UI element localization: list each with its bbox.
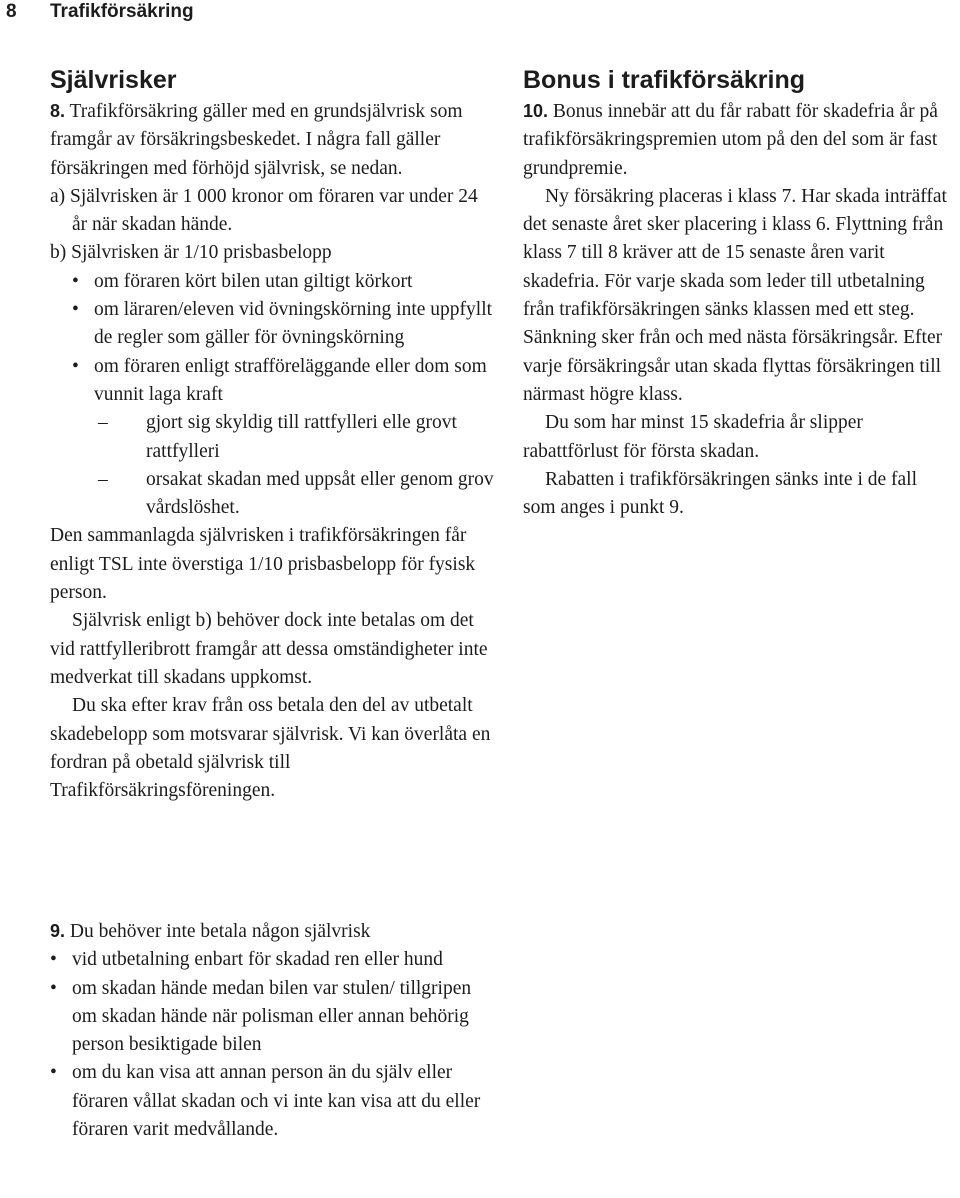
clause-number-8: 8. <box>50 101 66 121</box>
bullet-item: • om föraren enligt strafföreläggande eller dom som vunnit laga kraft <box>94 353 495 410</box>
paragraph-bonus-classes: Ny försäkring placeras i klass 7. Har skada inträffat det senaste året sker placering i klass 6. Flyttning från klass 7 till 8 kräver att de 15 senaste åren varit skadefria. För varje skada som leder till utbetalning från trafikförsäkringen sänks klassen med ett steg. Sänkning sker från och med nästa försäkringsår. Efter varje försäkringsår utan skada flyttas försäkringen till närmast högre klass. <box>523 185 947 405</box>
bottom-left-column <box>50 917 495 1144</box>
dash-item: – orsakat skadan med uppsåt eller genom grov vårdslöshet. <box>146 466 495 523</box>
section-heading-sjalvrisker: Självrisker <box>50 66 177 94</box>
page-header <box>0 0 960 36</box>
section-heading-bonus: Bonus i trafikförsäkring <box>523 66 805 94</box>
left-column <box>50 63 495 805</box>
page-number: 8 <box>6 1 17 22</box>
item-a: a) Självrisken är 1 000 kronor om föraren var under 24 år när skadan hände. <box>50 185 478 236</box>
paragraph-10-text: Bonus innebär att du får rabatt för skadefria år på trafikförsäkringspremien utom på den del som är fast grundpremie. <box>523 101 938 179</box>
dash-list <box>50 409 495 522</box>
bullet-item: • vid utbetalning enbart för skadad ren eller hund <box>72 946 495 974</box>
paragraph-max-deductible: Den sammanlagda självrisken i trafikförsäkringen får enligt TSL inte överstiga 1/10 prisbasbelopp för fysisk person. <box>50 525 476 604</box>
clause-number-9: 9. <box>50 921 66 941</box>
clause-number-10: 10. <box>523 101 549 121</box>
bullet-item: • om skadan hände medan bilen var stulen/ tillgripen om skadan hände när polisman eller annan behörig person besiktigade bilen <box>72 975 495 1060</box>
paragraph-8 <box>50 97 495 183</box>
bullet-item: • om du kan visa att annan person än du själv eller föraren vållat skadan och vi inte kan visa att du eller föraren varit medvållande. <box>72 1059 495 1144</box>
right-column <box>523 63 953 522</box>
running-title: Trafikförsäkring <box>50 1 194 22</box>
item-b: b) Självrisken är 1/10 prisbasbelopp <box>50 242 332 264</box>
paragraph-9 <box>50 917 495 946</box>
paragraph-10 <box>523 97 953 183</box>
paragraph-15-years: Du som har minst 15 skadefria år slipper rabattförlust för första skadan. <box>523 412 863 462</box>
dash-item: – gjort sig skyldig till rattfylleri elle grovt rattfylleri <box>146 409 495 466</box>
paragraph-discount-not-reduced: Rabatten i trafikförsäkringen sänks inte i de fall som anges i punkt 9. <box>523 468 918 519</box>
bullet-item: • om föraren kört bilen utan giltigt körkort <box>94 268 495 296</box>
item-b-bullet-list <box>50 268 495 409</box>
paragraph-dui-exception: Självrisk enligt b) behöver dock inte betalas om det vid rattfylleribrott framgår att dessa omständigheter inte medverkat till skadans uppkomst. <box>50 610 488 688</box>
bullet-item: • om läraren/eleven vid övningskörning inte uppfyllt de regler som gäller för övningskörning <box>94 296 495 353</box>
paragraph-8-text: Trafikförsäkring gäller med en grundsjälvrisk som framgår av försäkringsbeskedet. I några fall gäller försäkringen med förhöjd självrisk, se nedan. <box>50 101 463 179</box>
exemption-bullet-list <box>50 946 495 1144</box>
paragraph-9-text: Du behöver inte betala någon självrisk <box>65 921 371 942</box>
paragraph-payment-claim: Du ska efter krav från oss betala den del av utbetalt skadebelopp som motsvarar självrisk. Vi kan överlåta en fordran på obetald självrisk till Trafikförsäkringsföreningen. <box>50 695 491 802</box>
